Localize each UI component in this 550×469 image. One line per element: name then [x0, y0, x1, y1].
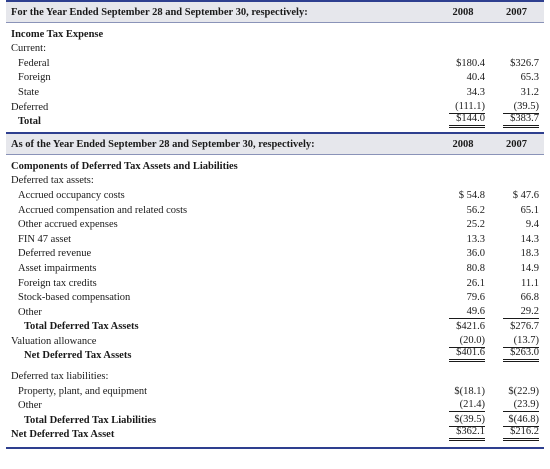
- table-row: [6, 348, 544, 363]
- row-label: Foreign tax credits: [18, 277, 97, 289]
- value-2007: $216.2: [503, 426, 539, 441]
- value-2008: 26.1: [466, 277, 485, 289]
- value-2007: $ 47.6: [512, 189, 539, 201]
- value-2008: 40.4: [466, 72, 485, 84]
- value-2007: 65.1: [520, 204, 539, 216]
- table-row: [6, 70, 544, 85]
- table-row: [6, 173, 544, 188]
- value-2007: (13.7): [503, 335, 539, 348]
- table1-header-2007: 2007: [506, 6, 527, 18]
- row-label: Stock-based compensation: [18, 292, 131, 304]
- table-row: [6, 368, 544, 383]
- value-2007: 65.3: [520, 72, 539, 84]
- table-row: [6, 84, 544, 99]
- row-label: Total Deferred Tax Liabilities: [24, 414, 157, 426]
- value-2008: $421.6: [456, 321, 485, 333]
- table2-header: [6, 134, 544, 155]
- value-2007: 9.4: [525, 219, 539, 231]
- table-row: [6, 99, 544, 114]
- value-2007: $(46.8): [503, 414, 539, 427]
- value-2008: $144.0: [449, 113, 485, 128]
- table2-header-label: As of the Year Ended September 28 and September 30, respectively:: [11, 138, 315, 150]
- row-label: Deferred tax liabilities:: [11, 371, 109, 383]
- value-2008: $180.4: [456, 57, 485, 69]
- table1-header-label: For the Year Ended September 28 and September 30, respectively:: [11, 6, 308, 18]
- table-row: [6, 114, 544, 129]
- value-2007: 31.2: [520, 86, 539, 98]
- value-2008: 80.8: [466, 262, 485, 274]
- table-row: [6, 333, 544, 348]
- value-2007: 14.9: [520, 262, 539, 274]
- value-2007: $326.7: [510, 57, 539, 69]
- table1-header: [6, 2, 544, 23]
- table2-header-2008: 2008: [452, 138, 474, 150]
- row-label: Total: [18, 116, 41, 128]
- table-row: [6, 158, 544, 173]
- value-2008: 49.6: [449, 306, 485, 319]
- value-2007: 11.1: [521, 277, 539, 289]
- table-row: [6, 26, 544, 41]
- value-2008: (20.0): [449, 335, 485, 348]
- row-label: State: [18, 86, 39, 98]
- row-label: Deferred tax assets:: [11, 175, 94, 187]
- table-row: [6, 319, 544, 334]
- row-label: Total Deferred Tax Assets: [24, 321, 139, 333]
- row-label: Property, plant, and equipment: [18, 385, 148, 397]
- table-row: [6, 202, 544, 217]
- table-row: [6, 290, 544, 305]
- row-label: Net Deferred Tax Assets: [24, 350, 132, 362]
- value-2008: 25.2: [466, 219, 485, 231]
- row-label: Asset impairments: [18, 262, 97, 274]
- value-2007: 18.3: [520, 248, 539, 260]
- table-row: [6, 55, 544, 70]
- value-2008: $362.1: [449, 426, 485, 441]
- value-2008: 34.3: [466, 86, 485, 98]
- table-row: [6, 275, 544, 290]
- row-label: Foreign: [18, 72, 51, 84]
- row-label: Deferred: [11, 101, 49, 113]
- table-row: [6, 187, 544, 202]
- table2-header-2007: 2007: [506, 138, 527, 150]
- value-2008: (21.4): [449, 399, 485, 412]
- value-2008: 36.0: [466, 248, 485, 260]
- value-2007: $263.0: [503, 347, 539, 362]
- table1-header-2008: 2008: [452, 6, 474, 18]
- row-label: Other: [18, 306, 42, 318]
- value-2008: 13.3: [466, 233, 485, 245]
- row-label: Current:: [11, 43, 46, 55]
- row-label: FIN 47 asset: [18, 233, 72, 245]
- table-row: [6, 304, 544, 319]
- row-label: Accrued occupancy costs: [18, 189, 125, 201]
- value-2007: $383.7: [503, 113, 539, 128]
- value-2007: (23.9): [503, 399, 539, 412]
- value-2008: (111.1): [449, 101, 485, 114]
- value-2008: 79.6: [466, 292, 485, 304]
- value-2007: $(22.9): [508, 385, 539, 397]
- bottom-rule: [6, 447, 544, 449]
- row-label: Other: [18, 400, 42, 412]
- row-label: Federal: [18, 57, 50, 69]
- value-2007: 29.2: [503, 306, 539, 319]
- table-row: [6, 41, 544, 56]
- value-2008: $(18.1): [454, 385, 485, 397]
- value-2007: (39.5): [503, 101, 539, 114]
- value-2008: $401.6: [449, 347, 485, 362]
- value-2008: 56.2: [466, 204, 485, 216]
- table-row: [6, 412, 544, 427]
- row-label: Income Tax Expense: [11, 28, 104, 40]
- value-2007: 14.3: [520, 233, 539, 245]
- table-row: [6, 427, 544, 442]
- table-row: [6, 383, 544, 398]
- value-2007: $276.7: [510, 321, 539, 333]
- table-row: [6, 260, 544, 275]
- row-label: Deferred revenue: [18, 248, 92, 260]
- tax-tables: [6, 0, 544, 449]
- table-row: [6, 217, 544, 232]
- value-2008: $ 54.8: [458, 189, 485, 201]
- table-row: [6, 231, 544, 246]
- row-label: Valuation allowance: [11, 335, 97, 347]
- row-label: Net Deferred Tax Asset: [11, 429, 115, 441]
- row-label: Accrued compensation and related costs: [18, 204, 188, 216]
- table-row: [6, 246, 544, 261]
- value-2007: 66.8: [520, 292, 539, 304]
- row-label: Components of Deferred Tax Assets and Liabilities: [11, 160, 238, 172]
- row-label: Other accrued expenses: [18, 219, 118, 231]
- value-2008: $(39.5): [449, 414, 485, 427]
- table-row: [6, 398, 544, 413]
